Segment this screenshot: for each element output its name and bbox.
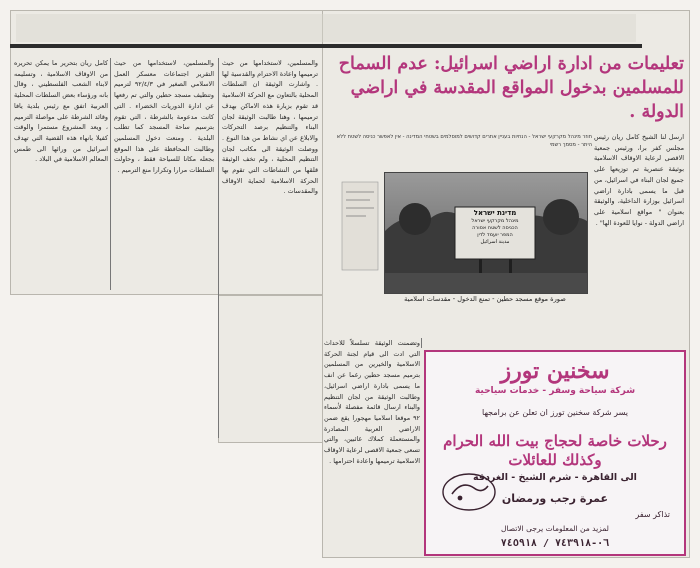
masthead-rule <box>10 44 642 48</box>
article-column-5 <box>14 58 108 290</box>
ad-ticket-label: تذاكر سفر <box>635 510 670 519</box>
column-1-text: ارسل لنا الشيخ كامل ريان رئيس مجلس كفر برا، ورئيس جمعية الاقصى لرعاية الاوقاف الاسلامية بوثيقة عنصرية تم توزيعها على جميع لجان البناء في اسرائيل، من قبل ما يسمى بادارة اراضي اسرائيل بوزارة الداخلية، والوثيقة بعنوان " مواقع اسلامية على اراضي الدولة - نوايا للعودة الها" . <box>594 133 684 227</box>
article-photo <box>384 172 588 294</box>
column-rule <box>421 338 422 348</box>
ad-intro-line: يسر شركة سخنين تورز ان تعلن عن برامجها <box>482 408 628 417</box>
article-column-3 <box>222 58 318 438</box>
ad-umrah-line: عمرة رجب ورمضان <box>501 492 609 505</box>
article-column-4 <box>114 58 214 438</box>
sign-line-5: مدينة اسرائيل <box>480 239 510 245</box>
article-column-2 <box>324 338 420 556</box>
column-3-text: والمسلمين، لاستخدامها من حيث ترميمها واعادة الاحترام والقدسية لها . واشارت الوثيقة ان السلطات المحلية بالتعاون مع الحركة الاسلامية قد تقوم بزيارة هذه الاماكن بهدف ترميمها ، وهنا طالبت الوثيقة لجان البناء والتنظيم برصد التحركات والابلاغ عن اي نشاط من هذا النوع . ووصلت الوثيقة الى مكاتب لجان التنظيم المحلية ، ولم تخف الوثيقة قلقها من النشاطات التي تقوم بها الحركة الاسلامية لحماية الاوقاف والمقدسات . <box>222 59 318 196</box>
column-2-text: وتضمنت الوثيقة تسلسلاً للاحداث التي ادت الى قيام لجنة الحركة الاسلامية والخيرين من المسلمين بترميم مسجد حطين رغما عن انف ما يسمى بادارة اراضي اسرائيل، وطالبت الوثيقة من لجان التنظيم والبناء ارسال قائمة مفصلة لأسماء ٩٢ موقعا اسلاميا مهجورا يقع ضمن الاراضي العربية المصادرة والمستعملة كملاك غائبين، والتي تسعى جمعية الاقصى لرعاية الاوقاف الاسلامية ترميمها واعادة احترامها . <box>324 339 420 465</box>
sign-line-3: הכניסה לשטח אסורה <box>472 225 518 231</box>
article-headline: تعليمات من ادارة اراضي اسرائيل: عدم السماح للمسلمين بدخول المواقع المقدسة في اراضي الدولة . <box>338 54 684 122</box>
ad-subtitle: شركة سياحة وسفر - خدمات سياحية <box>474 386 636 396</box>
ad-headline: رحلات خاصة لحجاج بيت الله الحرام وكذلك للعائلات <box>443 432 667 469</box>
sign-line-1: מדינת ישראל <box>473 209 517 217</box>
sign-line-2: מינהל מקרקעי ישראל <box>471 218 519 224</box>
column-4-text: والمسلمين، لاستخدامها من حيث التقرير اجتماعات معسكر العمل الاسلامي الصغير في ٩٢/٤/٣ لترميم وتنظيف مسجد حطين والتي تم رفعها عن ادارة الدوريات الخضراء . التي كانت مدعومة بالشرطة ، التي تقوم بترسيم ساحة المسجد كما تطلب البلدية . ومنعت دخول المسلمين وطالبت المحافظة على هذا الموقع بجعله مكانا للسياحة فقط ، وحاولت السلطات مرارا وتكرارا منع الترميم . <box>114 59 214 175</box>
ad-logo-icon <box>440 470 498 514</box>
ad-phone-numbers: ٠٦-٧٤٣٩١٨ / ٧٤٥٩١٨ <box>500 538 610 549</box>
scan-haze-top <box>16 14 636 42</box>
sign-line-4: המפר יועמד לדין <box>477 232 513 238</box>
ad-contact-line: لمزيد من المعلومات يرجى الاتصال <box>501 524 609 533</box>
column-rule <box>110 58 111 290</box>
column-5-text: كامل ريان بتحرير ما يمكن تحريره من الاوقاف الاسلامية ، وتسليمه لابناء الشعب الفلسطيني ، وقال بانه ورؤساء بعض السلطات المحلية العربية اتفق مع رئيس بلدية يافا وقائد الشرطة على مواصلة الترميم ، ويعد المشروع مستمرا والوقت كفيلا بانهاء هذه القضية التي تهدف اسرائيل من ورائها الى طمس المعالم الاسلامية في البلاد . <box>14 59 108 164</box>
photo-caption: صورة موقع مسجد حطين - تمنع الدخول - مقدسات اسلامية <box>404 295 566 303</box>
document-margin-graphic <box>340 178 380 274</box>
hebrew-document-excerpt: חוזר מינהל מקרקעי ישראל - הנחיות בעניין אתרים קדושים למוסלמים בשטחי המדינה - אין לאפשר כניסה לשטח ללא היתר - מסמך רשמי <box>336 134 592 148</box>
article-column-1 <box>594 132 684 360</box>
ad-brand-name: سخنين تورز <box>500 358 610 384</box>
advertisement-sakhnin-tours <box>424 350 686 556</box>
column-rule <box>218 58 219 438</box>
ad-destinations: الى القاهرة - شرم الشيخ - الغردقة <box>473 472 637 483</box>
